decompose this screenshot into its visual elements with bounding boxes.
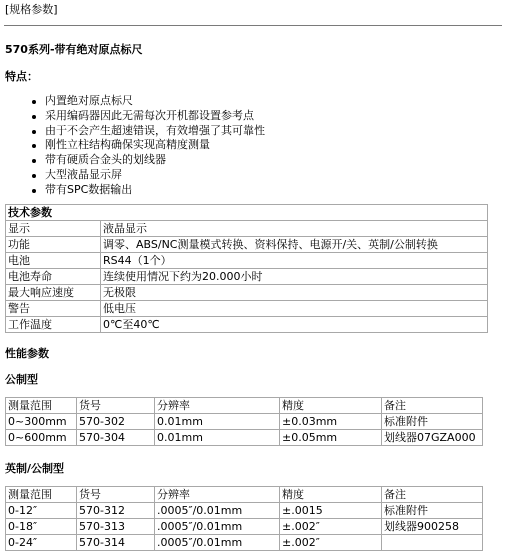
table-cell: ±0.05mm [280, 430, 382, 446]
table-row [6, 430, 483, 446]
table-row [6, 285, 488, 301]
column-header: 精度 [280, 487, 382, 503]
table-cell: 标准附件 [382, 503, 483, 519]
table-cell: 0-18″ [6, 519, 77, 535]
table-cell: 0.01mm [155, 414, 280, 430]
table-cell: ±.0015 [280, 503, 382, 519]
table-row [6, 237, 488, 253]
table-cell: 570-312 [77, 503, 155, 519]
table-row [6, 253, 488, 269]
column-header: 测量范围 [6, 487, 77, 503]
table-cell: 0-12″ [6, 503, 77, 519]
column-header: 分辨率 [155, 398, 280, 414]
table-row [6, 503, 483, 519]
param-value: 连续使用情况下约为20.000小时 [101, 269, 488, 285]
column-header: 货号 [77, 487, 155, 503]
feature-item: 带有SPC数据输出 [30, 183, 265, 198]
features-list [30, 94, 265, 198]
column-header: 备注 [382, 487, 483, 503]
param-value: 液晶显示 [101, 221, 488, 237]
feature-item: 由于不会产生超速错误，有效增强了其可靠性 [30, 124, 265, 139]
table-header-row [6, 487, 483, 503]
table-cell: .0005″/0.01mm [155, 503, 280, 519]
param-value: 低电压 [101, 301, 488, 317]
table-row [6, 205, 488, 221]
table-cell: .0005″/0.01mm [155, 519, 280, 535]
param-label: 警告 [6, 301, 101, 317]
product-title: 570系列-带有绝对原点标尺 [5, 43, 143, 56]
divider [4, 25, 502, 26]
tech-params-table [5, 204, 488, 333]
column-header: 备注 [382, 398, 483, 414]
table-cell: 570-314 [77, 535, 155, 551]
table-row [6, 414, 483, 430]
metric-title: 公制型 [5, 373, 38, 386]
column-header: 分辨率 [155, 487, 280, 503]
param-value: 0℃至40℃ [101, 317, 488, 333]
table-cell: ±0.03mm [280, 414, 382, 430]
param-value: 无极限 [101, 285, 488, 301]
table-cell [382, 535, 483, 551]
feature-item: 采用编码器因此无需每次开机都设置参考点 [30, 109, 265, 124]
table-cell: 570-302 [77, 414, 155, 430]
table-cell: 划线器07GZA000 [382, 430, 483, 446]
table-cell: 570-313 [77, 519, 155, 535]
section-tag: [规格参数] [5, 3, 58, 16]
table-cell: 0~300mm [6, 414, 77, 430]
param-label: 电池寿命 [6, 269, 101, 285]
tech-params-header: 技术参数 [6, 205, 488, 221]
feature-item: 内置绝对原点标尺 [30, 94, 265, 109]
features-title: 特点： [5, 70, 38, 83]
imperial-title: 英制/公制型 [5, 462, 65, 475]
table-cell: 0-24″ [6, 535, 77, 551]
param-label: 功能 [6, 237, 101, 253]
column-header: 货号 [77, 398, 155, 414]
table-cell: 划线器900258 [382, 519, 483, 535]
param-label: 最大响应速度 [6, 285, 101, 301]
feature-item: 大型液晶显示屏 [30, 168, 265, 183]
feature-item: 刚性立柱结构确保实现高精度测量 [30, 138, 265, 153]
table-row [6, 317, 488, 333]
table-cell: ±.002″ [280, 535, 382, 551]
param-label: 工作温度 [6, 317, 101, 333]
table-row [6, 519, 483, 535]
table-cell: .0005″/0.01mm [155, 535, 280, 551]
table-row [6, 535, 483, 551]
performance-title: 性能参数 [5, 347, 49, 360]
column-header: 测量范围 [6, 398, 77, 414]
table-cell: 0.01mm [155, 430, 280, 446]
table-row [6, 301, 488, 317]
param-value: 调零、ABS/NC测量模式转换、资料保持、电源开/关、英制/公制转换 [101, 237, 488, 253]
feature-item: 带有硬质合金头的划线器 [30, 153, 265, 168]
table-cell: ±.002″ [280, 519, 382, 535]
table-row [6, 221, 488, 237]
param-value: RS44（1个） [101, 253, 488, 269]
table-cell: 标准附件 [382, 414, 483, 430]
metric-table [5, 397, 483, 446]
column-header: 精度 [280, 398, 382, 414]
table-header-row [6, 398, 483, 414]
param-label: 显示 [6, 221, 101, 237]
param-label: 电池 [6, 253, 101, 269]
table-cell: 0~600mm [6, 430, 77, 446]
imperial-table [5, 486, 483, 551]
table-row [6, 269, 488, 285]
table-cell: 570-304 [77, 430, 155, 446]
